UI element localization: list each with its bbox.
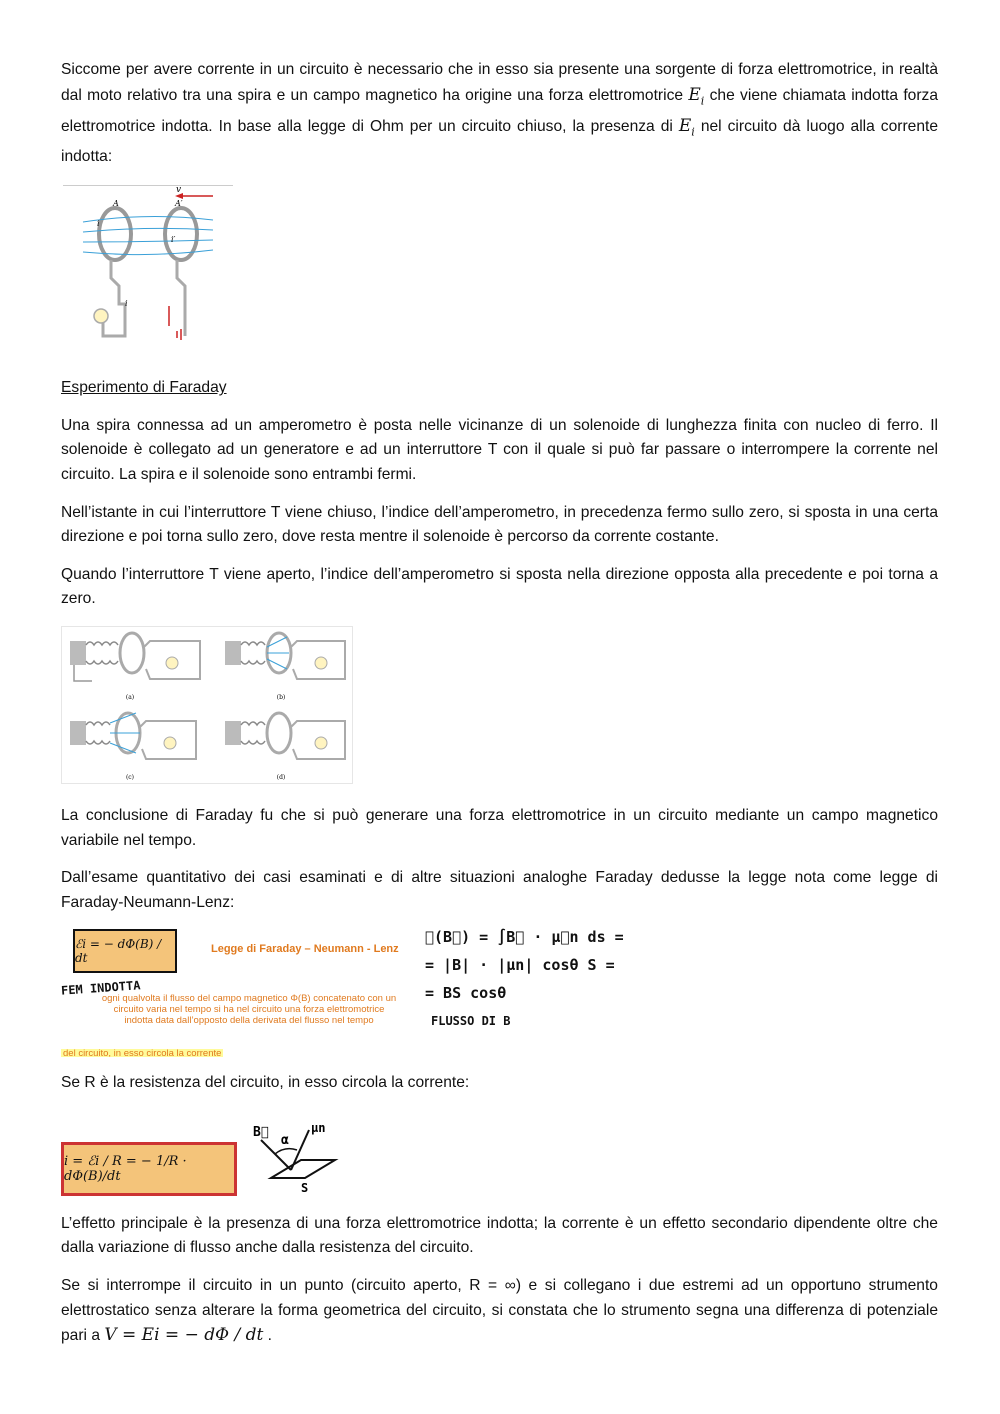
- svg-text:i: i: [97, 219, 100, 229]
- svg-text:i′: i′: [171, 235, 176, 245]
- paragraph-open-circuit: Se si interrompe il circuito in un punto (circuito aperto, R = ∞) e si collegano i due estremi ad un opportuno strumento elettrostatico senza alterare la forma geometrica del circuito, si constata che lo strumento segna una differenza di potenziale pari a V = Ei = − dΦ / dt .: [61, 1277, 938, 1346]
- paragraph-switch-closed: Nell’istante in cui l’interruttore T viene chiuso, l’indice dell’amperometro, in precedenza fermo sullo zero, si sposta in una certa direzione e poi torna sullo zero, dove resta mentre il solenoide è percorso da corrente costante.: [61, 503, 938, 546]
- law-card: [61, 925, 411, 1057]
- current-formula-box: i = ℰi / R = − 1/R · dΦ(B)/dt: [61, 1142, 237, 1196]
- svg-text:(d): (d): [276, 773, 286, 781]
- paragraph-resistance: Se R è la resistenza del circuito, in esso circola la corrente:: [61, 1074, 470, 1092]
- moving-loop-figure: [63, 185, 233, 348]
- paragraph-intro: Siccome per avere corrente in un circuito è necessario che in esso sia presente una sorgente di forza elettromotrice, in realtà dal moto relativo tra una spira e un campo magnetico ha origine una forza elettromotrice $E_i$ che viene chiamata indotta forza elettromotrice indotta. In base alla legge di Ohm per un circuito chiuso, la presenza di $E_i$ nel circuito dà luogo alla corrente indotta:: [61, 61, 938, 165]
- panel-d: [225, 713, 345, 781]
- panel-b: [225, 633, 345, 701]
- svg-text:(a): (a): [125, 693, 135, 701]
- flux-sketch: [251, 1118, 351, 1198]
- law-title: Legge di Faraday – Neumann - Lenz: [211, 943, 399, 956]
- panel-a: [70, 633, 200, 701]
- svg-text:α: α: [281, 1132, 289, 1148]
- emf-symbol: $E_i$: [688, 84, 705, 107]
- svg-text:(b): (b): [276, 693, 286, 701]
- document-page: [61, 58, 938, 1349]
- svg-text:S: S: [301, 1180, 309, 1195]
- law-footer: del circuito, in esso circola la corrente: [63, 1049, 222, 1058]
- faraday-experiment-figure: [61, 626, 353, 784]
- paragraph-law-intro: Dall’esame quantitativo dei casi esaminati e di altre situazioni analoghe Faraday dedusse la legge nota come legge di Faraday-Neumann-Lenz:: [61, 869, 938, 911]
- emf-formula-box: ℰi = − dΦ(B) / dt: [73, 929, 177, 973]
- law-block: [61, 925, 938, 1057]
- section-heading: Esperimento di Faraday: [61, 379, 227, 397]
- paragraph-setup: Una spira connessa ad un amperometro è posta nelle vicinanze di un solenoide di lunghezza finita con nucleo di ferro. Il solenoide è collegato ad un generatore e ad un interruttore T con il quale si può far passare o interrompere la corrente nel circuito. La spira e il solenoide sono entrambi fermi.: [61, 416, 938, 483]
- emf-symbol: $E_i$: [678, 115, 695, 138]
- panel-c: [70, 713, 196, 781]
- svg-text:A: A: [113, 199, 119, 209]
- law-statement: ogni qualvolta il flusso del campo magnetico Φ(B) concatenato con un circuito varia nel tempo si ha nel circuito una forza elettromotrice indotta data dall’opposto della derivata del flusso nel tempo: [101, 993, 397, 1027]
- velocity-label: v: [176, 185, 182, 196]
- svg-text:i: i: [125, 299, 128, 309]
- fem-note: FEM INDOTTA: [60, 978, 141, 999]
- current-formula-block: [61, 1118, 938, 1198]
- paragraph-conclusion: La conclusione di Faraday fu che si può generare una forza elettromotrice in un circuito mediante un campo magnetico variabile nel tempo.: [61, 806, 938, 849]
- paragraph-main-effect: L’effetto principale è la presenza di una forza elettromotrice indotta; la corrente è un effetto secondario dipendente oltre che dalla variazione di flusso anche dalla resistenza del circuito.: [61, 1214, 938, 1257]
- potential-formula: V = Ei = − dΦ / dt: [104, 1325, 264, 1346]
- svg-text:B⃗: B⃗: [253, 1124, 269, 1140]
- svg-text:(c): (c): [125, 773, 135, 781]
- paragraph-switch-open: Quando l’interruttore T viene aperto, l’indice dell’amperometro si sposta nella direzione opposta alla precedente e poi torna a zero.: [61, 565, 938, 608]
- svg-text:A′: A′: [175, 199, 183, 209]
- svg-text:μn: μn: [311, 1120, 326, 1135]
- handwritten-flux-notes: ∮(B⃗) = ∫B⃗ · μ⃗n ds = = |B| · |μn| cosθ S = = BS cosθ FLUSSO DI B: [425, 928, 624, 1029]
